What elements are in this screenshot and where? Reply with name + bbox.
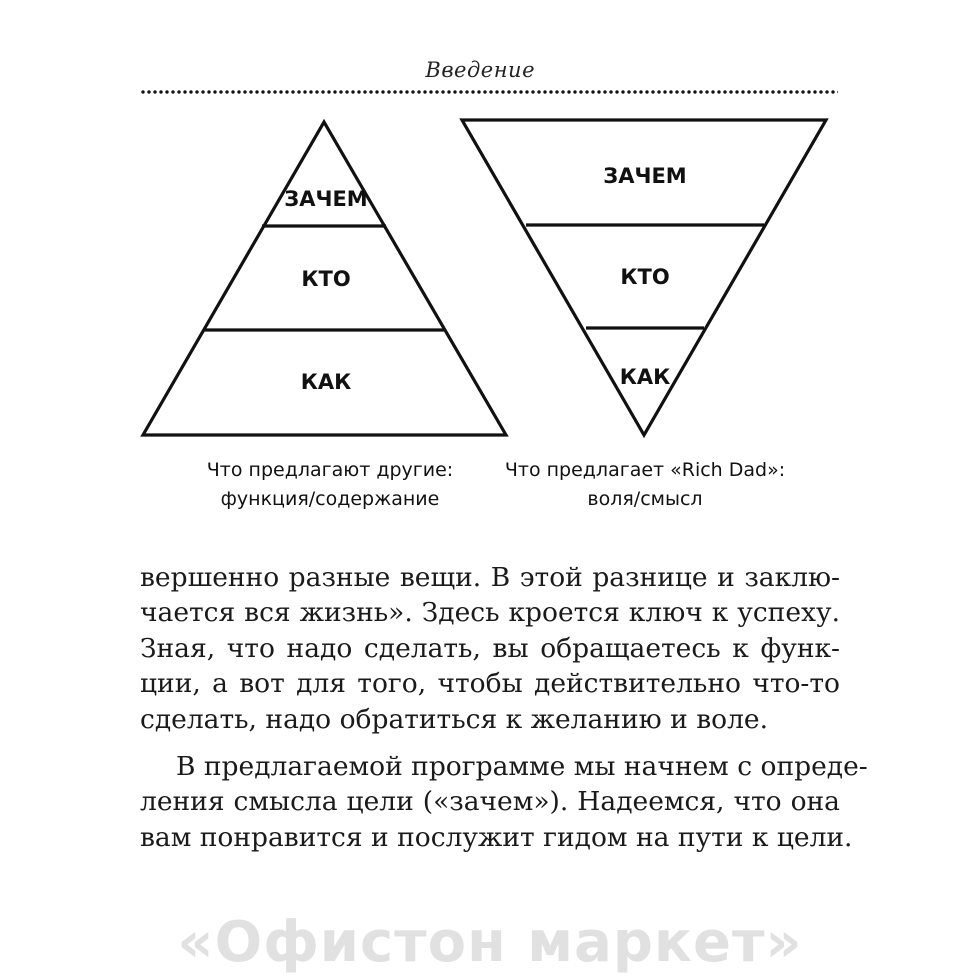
right-caption-line1: Что предлагает «Rich Dad»: <box>504 459 786 481</box>
paragraph-line: ления смысла цели («зачем»). Надеемся, что она <box>140 786 840 818</box>
paragraph-line: чается вся жизнь». Здесь кроется ключ к успеху. <box>140 597 840 629</box>
left-level-who: КТО <box>301 267 351 291</box>
left-caption-line2: функция/содержание <box>220 488 440 510</box>
paragraph-1 <box>140 560 840 737</box>
left-pyramid-caption <box>170 456 490 514</box>
running-head: Введение <box>425 58 535 82</box>
paragraph-line: ции, а вот для того, чтобы действительно что-то <box>140 668 840 700</box>
paragraph-2 <box>140 749 868 855</box>
paragraph-line: Зная, что надо сделать, вы обращаетесь к функ- <box>140 632 840 664</box>
paragraph-line: вершенно разные вещи. В этой разнице и заклю- <box>140 562 840 593</box>
right-pyramid-caption <box>490 456 800 514</box>
left-level-why: ЗАЧЕМ <box>284 187 368 211</box>
paragraph-line: сделать, надо обратиться к желанию и воле. <box>140 703 769 735</box>
right-caption-line2: воля/смысл <box>587 488 703 510</box>
paragraph-line: В предлагаемой программе мы начнем с опреде- <box>176 750 868 782</box>
right-level-who: КТО <box>620 265 670 289</box>
right-level-how: КАК <box>619 365 671 389</box>
right-pyramid <box>462 120 826 435</box>
body-text <box>140 560 868 855</box>
left-pyramid <box>143 122 506 435</box>
paragraph-line: вам понравится и послужит гидом на пути к цели. <box>140 821 853 853</box>
paragraph-gap <box>140 737 840 749</box>
left-caption-line1: Что предлагают другие: <box>206 459 454 481</box>
right-level-why: ЗАЧЕМ <box>603 164 687 188</box>
left-level-how: КАК <box>300 370 352 394</box>
watermark: «Офистон маркет» <box>177 910 803 975</box>
